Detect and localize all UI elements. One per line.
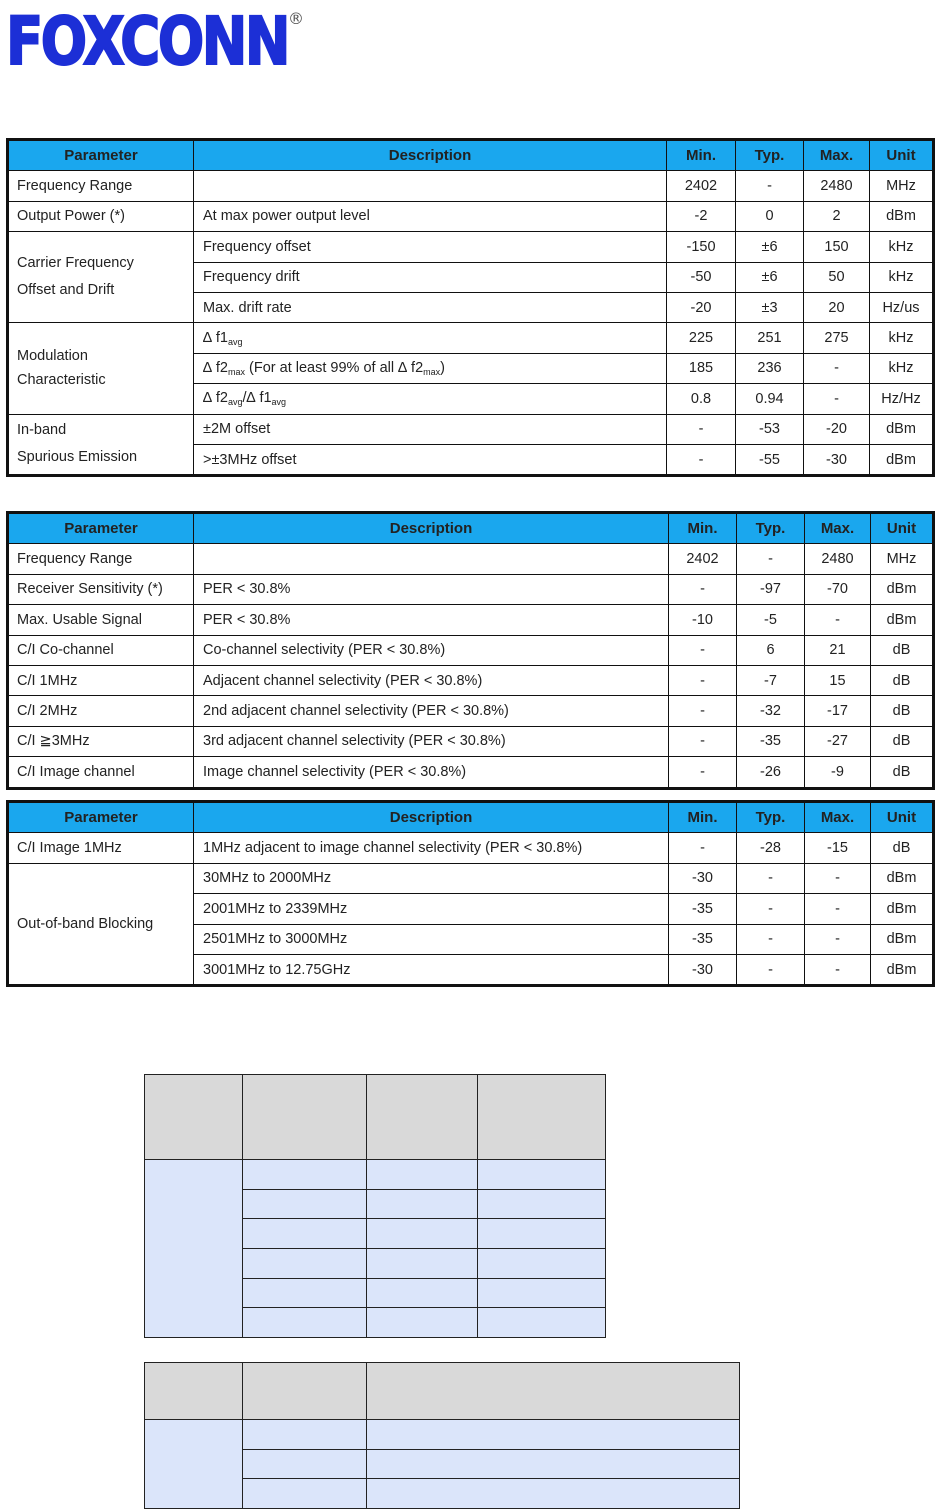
transmitter-spec-table: [6, 138, 935, 477]
empty-grid-table-2: [144, 1362, 740, 1509]
table-row: 3001MHz to 12.75GHz -30 - - dBm: [8, 954, 934, 985]
table-row: Modulation Characteristic ∆ $f1_{avg}$ 225 251 275 kHz: [8, 323, 934, 353]
col-unit: Unit: [870, 140, 934, 171]
col-max: Max.: [804, 140, 870, 171]
table-row: C/I Co-channel Co-channel selectivity (PER < 30.8%) - 6 21 dB: [8, 635, 934, 665]
carrier-param: Carrier Frequency Offset and Drift: [8, 232, 194, 323]
modulation-param: Modulation Characteristic: [8, 323, 194, 414]
table-row: C/I ≧3MHz 3rd adjacent channel selectivity (PER < 30.8%) - -35 -27 dB: [8, 726, 934, 756]
table-row: Carrier Frequency Offset and Drift Frequency offset -150 ±6 150 kHz: [8, 232, 934, 262]
receiver-spec-table: [6, 511, 935, 790]
col-min: Min.: [667, 140, 736, 171]
table-row: Out-of-band Blocking 30MHz to 2000MHz -30 - - dBm: [8, 863, 934, 893]
empty-grid-table-1: [144, 1074, 606, 1338]
table-row: ∆ $f2_{max}$ (For at least 99% of all ∆ $f2_{max}$) 185 236 - kHz: [8, 353, 934, 383]
logo-text: FOXCONN: [6, 6, 288, 70]
table-row: Frequency drift -50 ±6 50 kHz: [8, 262, 934, 292]
table-row: Frequency Range 2402 - 2480 MHz: [8, 544, 934, 574]
col-description: Description: [194, 140, 667, 171]
table-row: C/I Image 1MHz 1MHz adjacent to image channel selectivity (PER < 30.8%) - -28 -15 dB: [8, 833, 934, 863]
table-row: Receiver Sensitivity (*) PER < 30.8% - -97 -70 dBm: [8, 574, 934, 604]
blocking-param: Out-of-band Blocking: [8, 863, 194, 986]
table-row: Output Power (*) At max power output level -2 0 2 dBm: [8, 201, 934, 231]
table-row: C/I 2MHz 2nd adjacent channel selectivity (PER < 30.8%) - -32 -17 dB: [8, 696, 934, 726]
table-row: Max. Usable Signal PER < 30.8% -10 -5 - dBm: [8, 605, 934, 635]
table-row: 2501MHz to 3000MHz -35 - - dBm: [8, 924, 934, 954]
table-header-row: [8, 140, 934, 171]
table-row: C/I 1MHz Adjacent channel selectivity (PER < 30.8%) - -7 15 dB: [8, 665, 934, 695]
col-typ: Typ.: [736, 140, 804, 171]
registered-mark: ®: [288, 9, 304, 28]
table-row: C/I Image channel Image channel selectivity (PER < 30.8%) - -26 -9 dB: [8, 757, 934, 788]
table-row: Max. drift rate -20 ±3 20 Hz/us: [8, 292, 934, 322]
table-row: Frequency Range 2402 - 2480 MHz: [8, 171, 934, 201]
foxconn-logo: [6, 6, 306, 75]
table-header-row: Parameter Description Min. Typ. Max. Unit: [8, 802, 934, 833]
inband-param: In-band Spurious Emission: [8, 414, 194, 476]
table-row: >±3MHz offset - -55 -30 dBm: [8, 444, 934, 475]
table-row: ∆ $f2_{avg}/\Delta$ $f1_{avg}$ 0.8 0.94 - Hz/Hz: [8, 384, 934, 414]
table-row: 2001MHz to 2339MHz -35 - - dBm: [8, 894, 934, 924]
table-header-row: Parameter Description Min. Typ. Max. Unit: [8, 513, 934, 544]
col-parameter: Parameter: [8, 140, 194, 171]
blocking-spec-table: [6, 800, 935, 987]
table-row: In-band Spurious Emission ±2M offset - -53 -20 dBm: [8, 414, 934, 444]
